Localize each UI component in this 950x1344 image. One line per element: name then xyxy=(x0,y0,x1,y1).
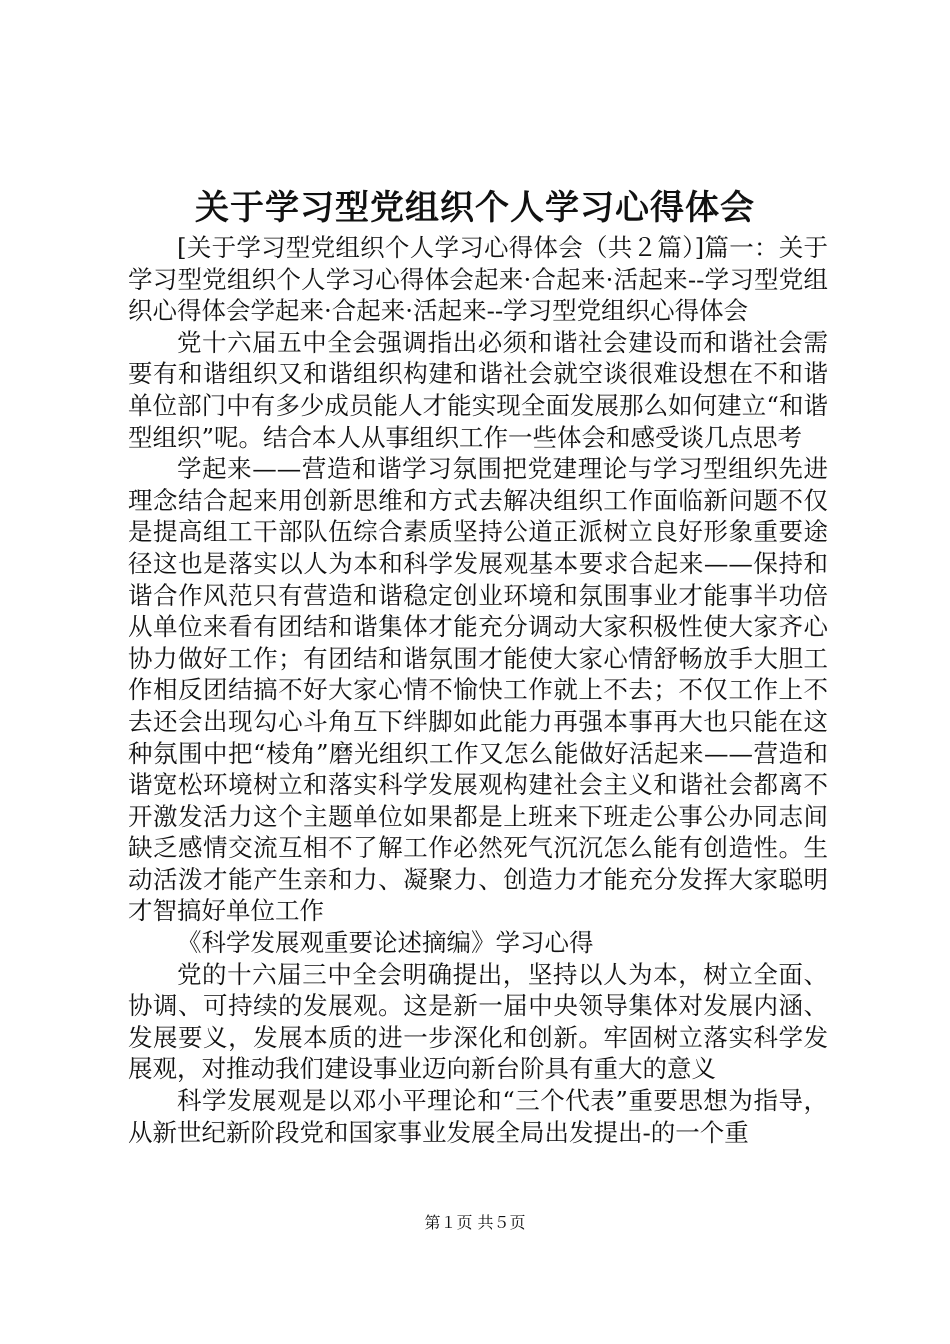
paragraph-development-view: 党的十六届三中全会明确提出，坚持以人为本，树立全面、协调、可持续的发展观。这是新一届中央领导集体对发展内涵、发展要义，发展本质的进一步深化和创新。牢固树立落实科学发展观，对推动我们建设事业迈向新台阶具有重大的意义 xyxy=(128,959,828,1084)
paragraph-subheading: 《科学发展观重要论述摘编》学习心得 xyxy=(177,928,594,958)
page-number-footer: 第１页 共５页 xyxy=(424,1213,526,1232)
document-body xyxy=(128,232,828,1148)
document-title: 关于学习型党组织个人学习心得体会 xyxy=(195,188,755,228)
paragraph-harmony-society: 党十六届五中全会强调指出必须和谐社会建设而和谐社会需要有和谐组织又和谐组织构建和谐社会就空谈很难设想在不和谐单位部门中有多少成员能人才能实现全面发展那么如何建立“和谐型组织”呢。结合本人从事组织工作一些体会和感受谈几点思考 xyxy=(128,327,828,452)
paragraph-guidance: 科学发展观是以邓小平理论和“三个代表”重要思想为指导，从新世纪新阶段党和国家事业发展全局出发提出-的一个重 xyxy=(128,1086,828,1147)
paragraph-three-points: 学起来——营造和谐学习氛围把党建理论与学习型组织先进理念结合起来用创新思维和方式去解决组织工作面临新问题不仅是提高组工干部队伍综合素质坚持公道正派树立良好形象重要途径这也是落实以人为本和科学发展观基本要求合起来——保持和谐合作风范只有营造和谐稳定创业环境和氛围事业才能事半功倍从单位来看有团结和谐集体才能充分调动大家积极性使大家齐心协力做好工作；有团结和谐氛围才能使大家心情舒畅放手大胆工作相反团结搞不好大家心情不愉快工作就上不去；不仅工作上不去还会出现勾心斗角互下绊脚如此能力再强本事再大也只能在这种氛围中把“棱角”磨光组织工作又怎么能做好活起来——营造和谐宽松环境树立和落实科学发展观构建社会主义和谐社会都离不开激发活力这个主题单位如果都是上班来下班走公事公办同志间缺乏感情交流互相不了解工作必然死气沉沉怎么能有创造性。生动活泼才能产生亲和力、凝聚力、创造力才能充分发挥大家聪明才智搞好单位工作 xyxy=(128,454,828,926)
paragraph-intro: [关于学习型党组织个人学习心得体会（共２篇）]篇一：关于学习型党组织个人学习心得体会起来·合起来·活起来--学习型党组织心得体会学起来·合起来·活起来--学习型党组织心得体会 xyxy=(128,233,828,326)
